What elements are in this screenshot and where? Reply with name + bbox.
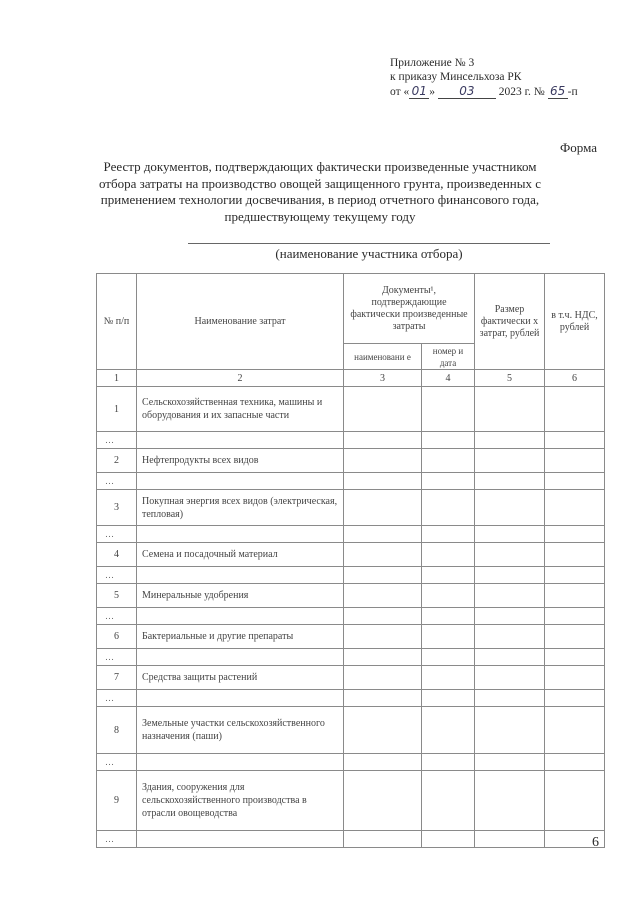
header-docs: Документы¹, подтверждающие фактически произведенные затраты [344,274,475,344]
continuation-row [97,608,605,625]
doc-name-cell [344,543,422,567]
header-name: Наименование затрат [137,274,344,370]
doc-number-date-cell [422,690,475,707]
order-suffix: -п [567,86,578,98]
vat-cell [545,690,605,707]
cost-name [137,754,344,771]
doc-number-date-cell [422,831,475,848]
row-number: 2 [97,449,137,473]
row-number: 8 [97,707,137,754]
row-number: 4 [97,543,137,567]
continuation-row [97,432,605,449]
vat-cell [545,449,605,473]
continuation-row [97,526,605,543]
date-mid: » [429,86,435,98]
participant-name-line [188,243,550,244]
row-number: 7 [97,666,137,690]
amount-cell [475,831,545,848]
annex-block [390,56,578,99]
doc-number-date-cell [422,608,475,625]
amount-cell [475,690,545,707]
column-number-row [97,370,605,387]
cost-name: Земельные участки сельскохозяйственного назначения (паши) [137,707,344,754]
doc-name-cell [344,387,422,432]
doc-name-cell [344,771,422,831]
doc-name-cell [344,625,422,649]
cost-name: Средства защиты растений [137,666,344,690]
vat-cell [545,666,605,690]
col-number: 4 [422,370,475,387]
doc-number-date-cell [422,771,475,831]
cost-name: Здания, сооружения для сельскохозяйственного производства в отрасли овощеводства [137,771,344,831]
continuation-row [97,567,605,584]
vat-cell [545,567,605,584]
cost-name: Покупная энергия всех видов (электрическая, тепловая) [137,490,344,526]
table-row [97,387,605,432]
participant-caption: (наименование участника отбора) [275,246,463,261]
doc-name-cell [344,690,422,707]
continuation-row [97,473,605,490]
annex-order-ref: к приказу Минсельхоза РК [390,71,522,83]
vat-cell [545,707,605,754]
cost-name [137,526,344,543]
header-amount: Размер фактически х затрат, рублей [475,274,545,370]
cost-name [137,432,344,449]
vat-cell [545,387,605,432]
doc-number-date-cell [422,649,475,666]
cost-name: Семена и посадочный материал [137,543,344,567]
amount-cell [475,771,545,831]
doc-number-date-cell [422,432,475,449]
vat-cell [545,771,605,831]
amount-cell [475,432,545,449]
annex-date-line [390,84,578,99]
vat-cell [545,490,605,526]
handwritten-day: 01 [409,84,429,99]
year-text: 2023 г. № [498,86,545,98]
row-number: … [97,831,137,848]
doc-name-cell [344,584,422,608]
row-number: … [97,754,137,771]
header-doc-num-date: номер и дата [422,344,475,370]
handwritten-month: 03 [438,84,496,99]
amount-cell [475,754,545,771]
table-row [97,666,605,690]
doc-name-cell [344,754,422,771]
amount-cell [475,666,545,690]
doc-name-cell [344,490,422,526]
continuation-row [97,690,605,707]
row-number: … [97,432,137,449]
document-title: Реестр документов, подтверждающих фактически произведенные участником отбора затраты на производство овощей защищенного грунта, произведенных с применением технологии досвечивания, в период отчетного финансового года, предшествующему текущему году [98,159,542,224]
row-number: 5 [97,584,137,608]
vat-cell [545,432,605,449]
cost-name: Бактериальные и другие препараты [137,625,344,649]
form-label: Форма [560,140,597,155]
amount-cell [475,490,545,526]
vat-cell [545,625,605,649]
vat-cell [545,608,605,625]
cost-name [137,690,344,707]
doc-name-cell [344,526,422,543]
row-number: 9 [97,771,137,831]
cost-name: Нефтепродукты всех видов [137,449,344,473]
amount-cell [475,387,545,432]
doc-number-date-cell [422,526,475,543]
col-number: 6 [545,370,605,387]
table-row [97,707,605,754]
table-row [97,543,605,567]
doc-name-cell [344,608,422,625]
doc-number-date-cell [422,543,475,567]
doc-number-date-cell [422,754,475,771]
row-number: … [97,567,137,584]
doc-name-cell [344,567,422,584]
amount-cell [475,473,545,490]
amount-cell [475,707,545,754]
table-row [97,449,605,473]
doc-number-date-cell [422,707,475,754]
cost-register-table [96,273,605,848]
doc-number-date-cell [422,449,475,473]
row-number: … [97,526,137,543]
col-number: 1 [97,370,137,387]
row-number: … [97,473,137,490]
doc-number-date-cell [422,584,475,608]
handwritten-order-number: 65 [548,84,568,99]
vat-cell [545,543,605,567]
amount-cell [475,584,545,608]
header-vat: в т.ч. НДС, рублей [545,274,605,370]
cost-name [137,567,344,584]
row-number: … [97,649,137,666]
cost-name [137,608,344,625]
cost-name [137,649,344,666]
vat-cell [545,526,605,543]
col-number: 2 [137,370,344,387]
table-row [97,584,605,608]
table-row [97,625,605,649]
col-number: 3 [344,370,422,387]
vat-cell [545,649,605,666]
amount-cell [475,567,545,584]
col-number: 5 [475,370,545,387]
vat-cell [545,754,605,771]
row-number: 3 [97,490,137,526]
table-row [97,771,605,831]
doc-name-cell [344,707,422,754]
doc-name-cell [344,473,422,490]
vat-cell [545,584,605,608]
doc-name-cell [344,666,422,690]
doc-number-date-cell [422,387,475,432]
amount-cell [475,526,545,543]
continuation-row [97,754,605,771]
vat-cell [545,473,605,490]
doc-number-date-cell [422,625,475,649]
header-doc-name: наименовани е [344,344,422,370]
page-number: 6 [592,835,599,850]
doc-number-date-cell [422,666,475,690]
continuation-row [97,649,605,666]
row-number: … [97,690,137,707]
header-num: № п/п [97,274,137,370]
row-number: 6 [97,625,137,649]
doc-name-cell [344,432,422,449]
annex-title: Приложение № 3 [390,57,475,69]
doc-number-date-cell [422,490,475,526]
amount-cell [475,449,545,473]
cost-name: Минеральные удобрения [137,584,344,608]
doc-number-date-cell [422,473,475,490]
doc-name-cell [344,649,422,666]
doc-name-cell [344,831,422,848]
table-row [97,490,605,526]
amount-cell [475,543,545,567]
doc-number-date-cell [422,567,475,584]
amount-cell [475,625,545,649]
row-number: 1 [97,387,137,432]
cost-name [137,831,344,848]
amount-cell [475,649,545,666]
continuation-row [97,831,605,848]
row-number: … [97,608,137,625]
date-prefix: от « [390,86,410,98]
cost-name [137,473,344,490]
cost-name: Сельскохозяйственная техника, машины и оборудования и их запасные части [137,387,344,432]
amount-cell [475,608,545,625]
doc-name-cell [344,449,422,473]
